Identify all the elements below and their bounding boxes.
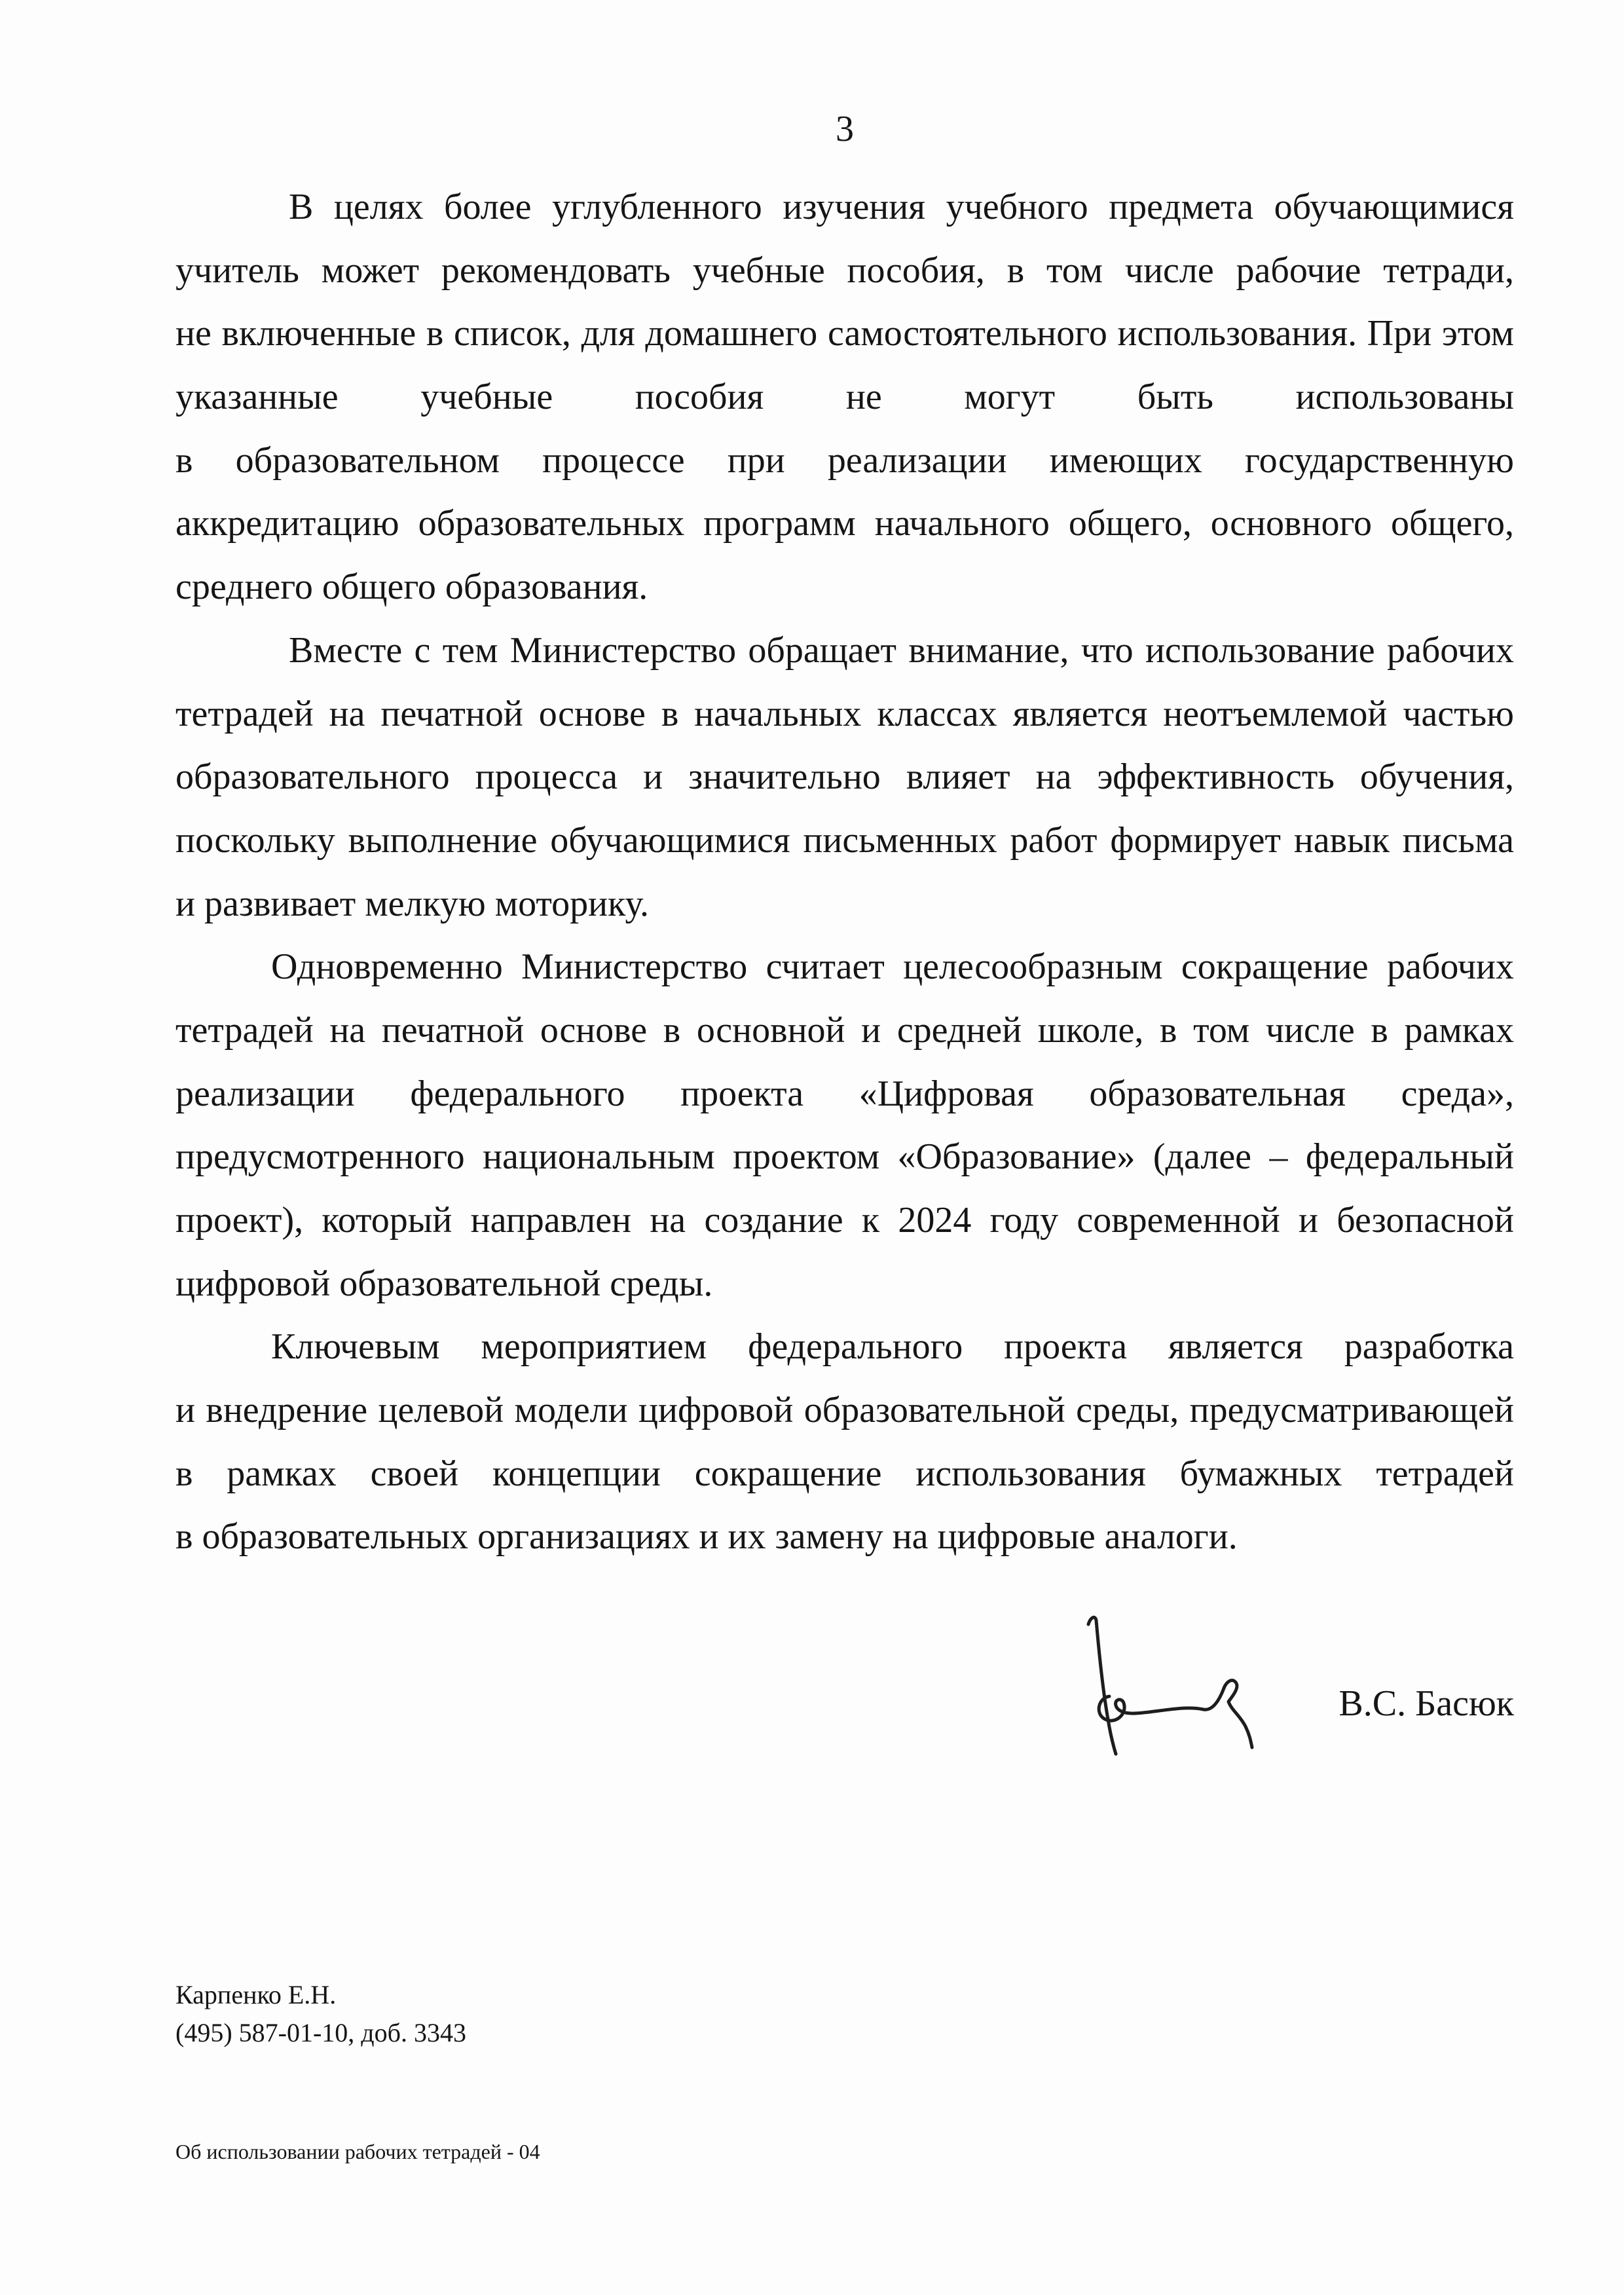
document-reference: Об использовании рабочих тетрадей - 04 [175,2140,540,2163]
paragraph [175,619,1514,935]
text-line: Одновременно Министерство считает целесообразным сокращение рабочих [271,946,1514,988]
text-line: и развивает мелкую моторику. [175,883,649,924]
signer-name: В.С. Басюк [1338,1683,1514,1724]
text-line: в образовательном процессе при реализации имеющих государственную [175,439,1514,481]
text-line: тетрадей на печатной основе в начальных классах является неотъемлемой частью [175,693,1514,734]
text-line: образовательного процесса и значительно влияет на эффективность обучения, [175,756,1514,798]
executor-block [175,1976,466,2052]
executor-phone: (495) 587-01-10, доб. 3343 [175,2018,466,2047]
text-line: цифровой образовательной среды. [175,1263,713,1304]
paragraph [175,1315,1514,1569]
executor-name: Карпенко Е.Н. [175,1980,337,2009]
text-line: предусмотренного национальным проектом «Образование» (далее – федеральный [175,1136,1514,1178]
text-line: не включенные в список, для домашнего самостоятельного использования. При этом [175,313,1514,354]
text-line: В целях более углубленного изучения учебного предмета обучающимися [289,187,1514,227]
paragraph [175,935,1514,1315]
text-line: указанные учебные пособия не могут быть использованы [175,377,1514,418]
text-line: тетрадей на печатной основе в основной и средней школе, в том числе в рамках [175,1009,1514,1051]
paragraph [175,176,1514,619]
page-number: 3 [836,109,854,149]
text-line: аккредитацию образовательных программ начального общего, основного общего, [175,503,1514,544]
text-line: Ключевым мероприятием федерального проекта является разработка [271,1326,1514,1368]
text-line: учитель может рекомендовать учебные пособия, в том числе рабочие тетради, [175,250,1514,291]
text-line: в рамках своей концепции сокращение использования бумажных тетрадей [175,1453,1514,1494]
text-line: и внедрение целевой модели цифровой образовательной среды, предусматривающей [175,1390,1514,1431]
text-line: в образовательных организациях и их замену на цифровые аналоги. [175,1516,1238,1558]
letter-body [175,176,1514,1569]
text-line: среднего общего образования. [175,567,648,608]
text-line: реализации федерального проекта «Цифровая образовательная среда», [175,1073,1514,1114]
text-line: Вместе с тем Министерство обращает внимание, что использование рабочих [289,629,1514,671]
text-line: поскольку выполнение обучающимися письменных работ формирует навык письма [175,819,1514,861]
text-line: проект), который направлен на создание к 2024 году современной и безопасной [175,1200,1514,1241]
